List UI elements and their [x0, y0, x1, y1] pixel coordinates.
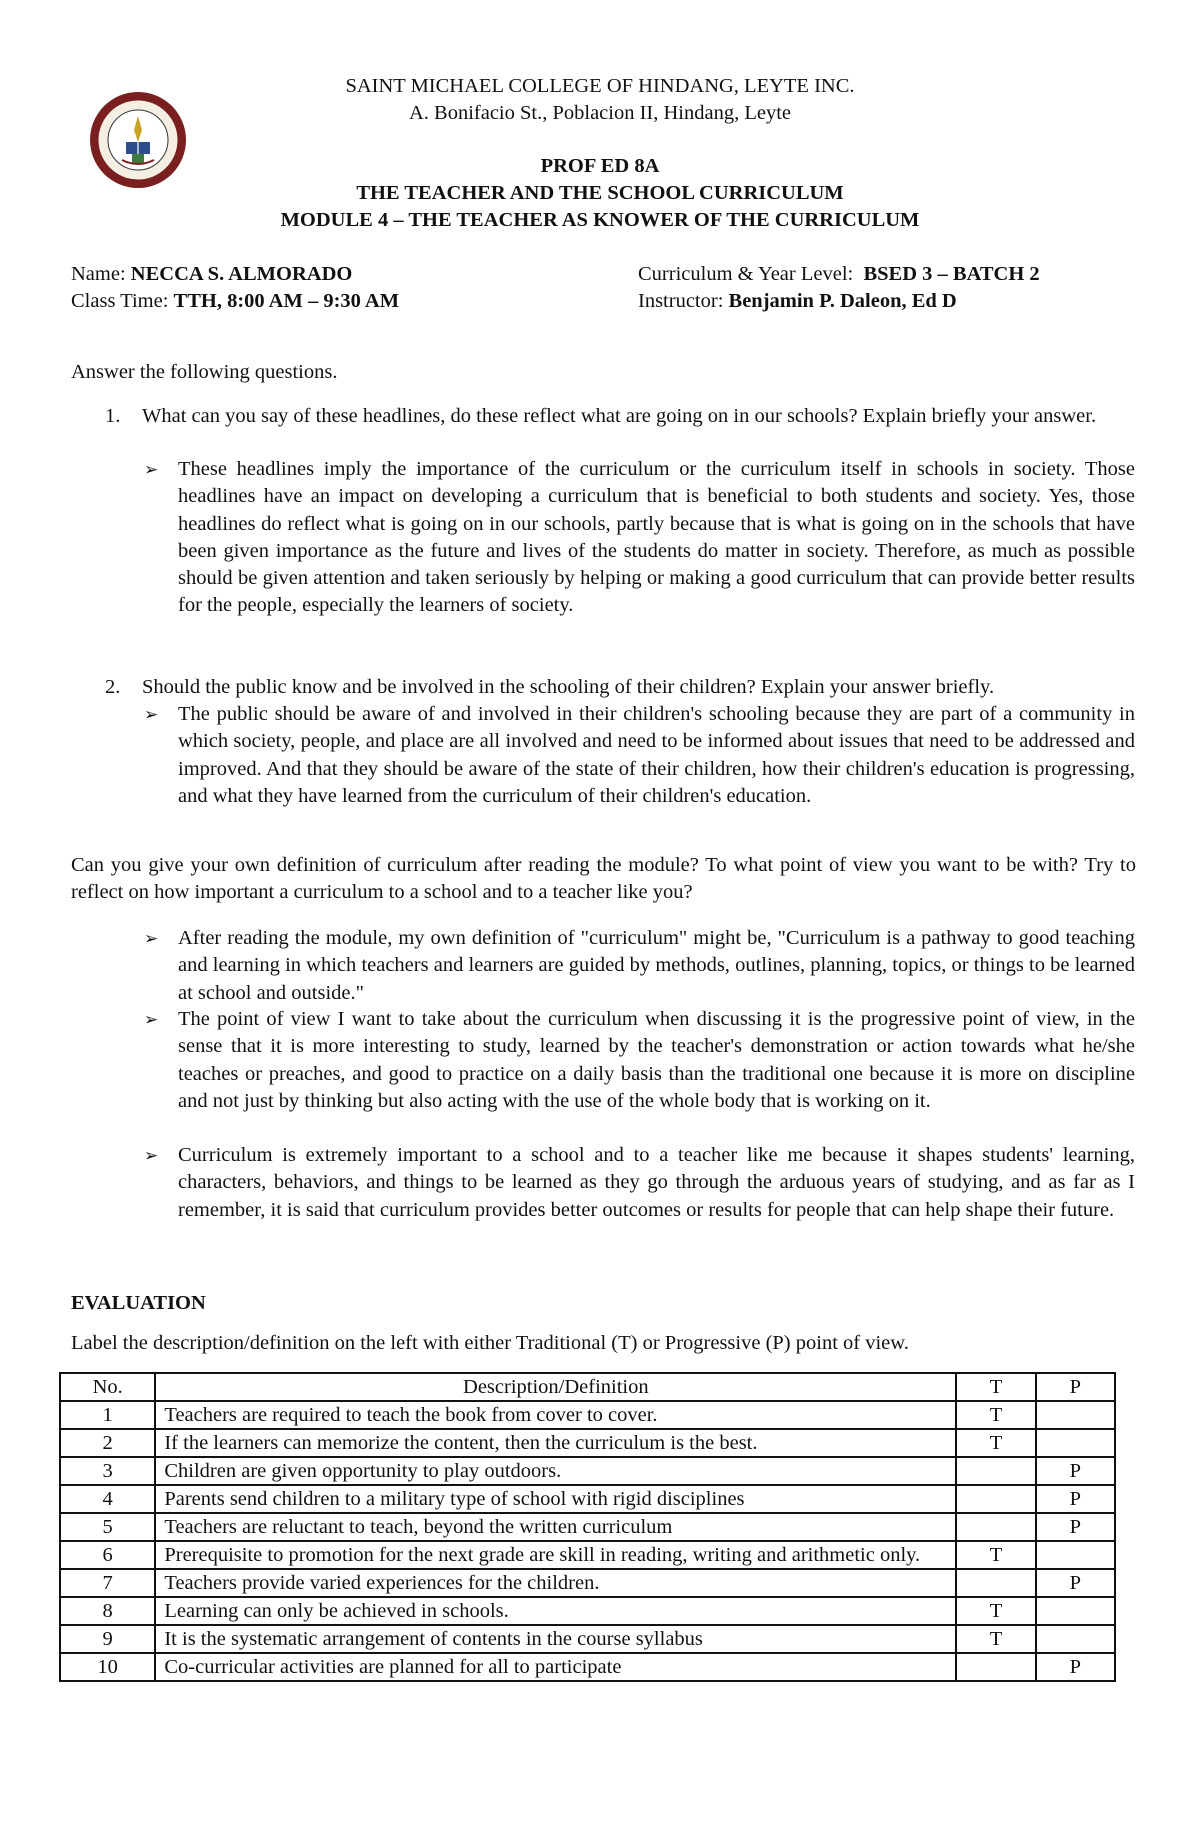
question-2 — [71, 674, 1136, 701]
row-number: 3 — [60, 1457, 155, 1485]
row-description: Learning can only be achieved in schools. — [155, 1597, 956, 1625]
row-number: 1 — [60, 1401, 155, 1429]
row-p-mark — [1036, 1597, 1115, 1625]
table-row — [60, 1457, 1115, 1485]
reflection-answer-1 — [144, 925, 1135, 1007]
class-time-label: Class Time: — [71, 290, 174, 312]
evaluation-table — [59, 1372, 1116, 1682]
reflection-answer-3 — [144, 1142, 1135, 1224]
row-description: Prerequisite to promotion for the next grade are skill in reading, writing and arithmetic only. — [155, 1541, 956, 1569]
row-t-mark: T — [956, 1429, 1035, 1457]
reflection-prompt: Can you give your own definition of curriculum after reading the module? To what point of view you want to be with? Try to reflect on how important a curriculum to a school and to a teacher like you? — [71, 854, 1136, 903]
row-p-mark — [1036, 1429, 1115, 1457]
row-p-mark — [1036, 1541, 1115, 1569]
row-number: 2 — [60, 1429, 155, 1457]
row-p-mark: P — [1036, 1513, 1115, 1541]
arrow-bullet-icon: ➢ — [144, 460, 159, 479]
course-code: PROF ED 8A — [540, 155, 660, 177]
row-number: 6 — [60, 1541, 155, 1569]
year-level-line — [638, 261, 1040, 288]
row-p-mark — [1036, 1625, 1115, 1653]
table-row — [60, 1653, 1115, 1681]
header-description: Description/Definition — [155, 1373, 956, 1401]
class-time-line — [71, 288, 399, 315]
row-t-mark — [956, 1513, 1035, 1541]
row-number: 9 — [60, 1625, 155, 1653]
row-t-mark: T — [956, 1597, 1035, 1625]
arrow-bullet-icon: ➢ — [144, 705, 159, 724]
evaluation-title: EVALUATION — [71, 1292, 206, 1314]
table-row — [60, 1401, 1115, 1429]
arrow-bullet-icon: ➢ — [144, 929, 159, 948]
school-header — [0, 73, 1200, 127]
evaluation-instructions: Label the description/definition on the left with either Traditional (T) or Progressive (P) point of view. — [71, 1332, 909, 1354]
instructor-name: Benjamin P. Daleon, Ed D — [728, 290, 957, 312]
row-description: If the learners can memorize the content, then the curriculum is the best. — [155, 1429, 956, 1457]
student-info-left — [71, 261, 399, 315]
reflection-answer-2 — [144, 1006, 1135, 1115]
table-row — [60, 1597, 1115, 1625]
arrow-bullet-icon: ➢ — [144, 1146, 159, 1165]
answer-2 — [144, 701, 1135, 810]
instructions: Answer the following questions. — [71, 361, 338, 383]
row-p-mark: P — [1036, 1653, 1115, 1681]
table-header-row — [60, 1373, 1115, 1401]
table-row — [60, 1625, 1115, 1653]
reflection-answer-1-text: After reading the module, my own definition of "curriculum" might be, "Curriculum is a pathway to good teaching and learning in which teachers and learners are guided by methods, outlines, planning, topics, or things to be learned at school and outside." — [178, 927, 1135, 1004]
table-row — [60, 1513, 1115, 1541]
row-t-mark: T — [956, 1541, 1035, 1569]
row-number: 10 — [60, 1653, 155, 1681]
row-p-mark: P — [1036, 1485, 1115, 1513]
student-name: NECCA S. ALMORADO — [130, 263, 353, 285]
header-no: No. — [60, 1373, 155, 1401]
row-t-mark — [956, 1569, 1035, 1597]
table-row — [60, 1429, 1115, 1457]
question-1 — [71, 403, 1136, 430]
instructor-line — [638, 288, 1040, 315]
row-description: Teachers are reluctant to teach, beyond the written curriculum — [155, 1513, 956, 1541]
answer-1 — [144, 456, 1135, 620]
row-description: Teachers are required to teach the book from cover to cover. — [155, 1401, 956, 1429]
reflection-answer-2-text: The point of view I want to take about the curriculum when discussing it is the progressive point of view, in the sense that it is more interesting to study, learned by the teacher's demonstration or action towards what he/she teaches or preaches, and good to practice on a daily basis than the traditional one because it is more on discipline and not just by thinking but also acting with the use of the whole body that is working on it. — [178, 1008, 1135, 1112]
name-label: Name: — [71, 263, 131, 285]
course-title: THE TEACHER AND THE SCHOOL CURRICULUM — [356, 182, 844, 204]
instructor-label: Instructor: — [638, 290, 729, 312]
answer-2-text: The public should be aware of and involved in their children's schooling because they are part of a community in which society, people, and place are all involved and need to be informed about issues that need to be addressed and improved. And that they should be aware of the state of their children, how their children's education is progressing, and what they have learned from the curriculum of their children's education. — [178, 703, 1135, 807]
table-row — [60, 1569, 1115, 1597]
row-description: Teachers provide varied experiences for the children. — [155, 1569, 956, 1597]
year-level: BSED 3 – BATCH 2 — [863, 263, 1040, 285]
table-row — [60, 1485, 1115, 1513]
header-p: P — [1036, 1373, 1115, 1401]
row-description: Children are given opportunity to play outdoors. — [155, 1457, 956, 1485]
row-description: It is the systematic arrangement of contents in the course syllabus — [155, 1625, 956, 1653]
header-t: T — [956, 1373, 1035, 1401]
row-number: 5 — [60, 1513, 155, 1541]
question-1-text: What can you say of these headlines, do these reflect what are going on in our schools? Explain briefly your answer. — [142, 405, 1097, 427]
school-address: A. Bonifacio St., Poblacion II, Hindang, Leyte — [408, 102, 792, 124]
row-t-mark: T — [956, 1625, 1035, 1653]
module-title: MODULE 4 – THE TEACHER AS KNOWER OF THE CURRICULUM — [280, 209, 920, 231]
answer-1-text: These headlines imply the importance of the curriculum or the curriculum itself in schools in society. Those headlines have an impact on developing a curriculum that is beneficial to both students and society. Yes, those headlines do reflect what is going on in our schools, partly because that is what is going on in the schools that have been given importance as the future and lives of the students do matter in society. Therefore, as much as possible should be given attention and taken seriously by helping or making a good curriculum that can provide better results for the people, especially the learners of society. — [178, 458, 1135, 617]
row-description: Co-curricular activities are planned for all to participate — [155, 1653, 956, 1681]
student-name-line — [71, 261, 399, 288]
row-p-mark: P — [1036, 1457, 1115, 1485]
row-t-mark: T — [956, 1401, 1035, 1429]
row-number: 8 — [60, 1597, 155, 1625]
row-p-mark — [1036, 1401, 1115, 1429]
question-1-number: 1. — [105, 405, 121, 427]
row-t-mark — [956, 1457, 1035, 1485]
school-name: SAINT MICHAEL COLLEGE OF HINDANG, LEYTE INC. — [345, 75, 855, 97]
question-2-text: Should the public know and be involved in the schooling of their children? Explain your answer briefly. — [142, 676, 995, 698]
row-number: 4 — [60, 1485, 155, 1513]
reflection-answer-3-text: Curriculum is extremely important to a school and to a teacher like me because it shapes students' learning, characters, behaviors, and things to be learned as they go through the arduous years of studying, and as far as I remember, it is said that curriculum provides better outcomes or results for people that can help shape their future. — [178, 1144, 1135, 1221]
course-title-block — [0, 153, 1200, 234]
year-level-label: Curriculum & Year Level: — [638, 263, 864, 285]
row-number: 7 — [60, 1569, 155, 1597]
class-time: TTH, 8:00 AM – 9:30 AM — [173, 290, 400, 312]
row-t-mark — [956, 1653, 1035, 1681]
student-info-right — [638, 261, 1040, 315]
row-description: Parents send children to a military type of school with rigid disciplines — [155, 1485, 956, 1513]
arrow-bullet-icon: ➢ — [144, 1010, 159, 1029]
row-t-mark — [956, 1485, 1035, 1513]
question-2-number: 2. — [105, 676, 121, 698]
row-p-mark: P — [1036, 1569, 1115, 1597]
table-row — [60, 1541, 1115, 1569]
